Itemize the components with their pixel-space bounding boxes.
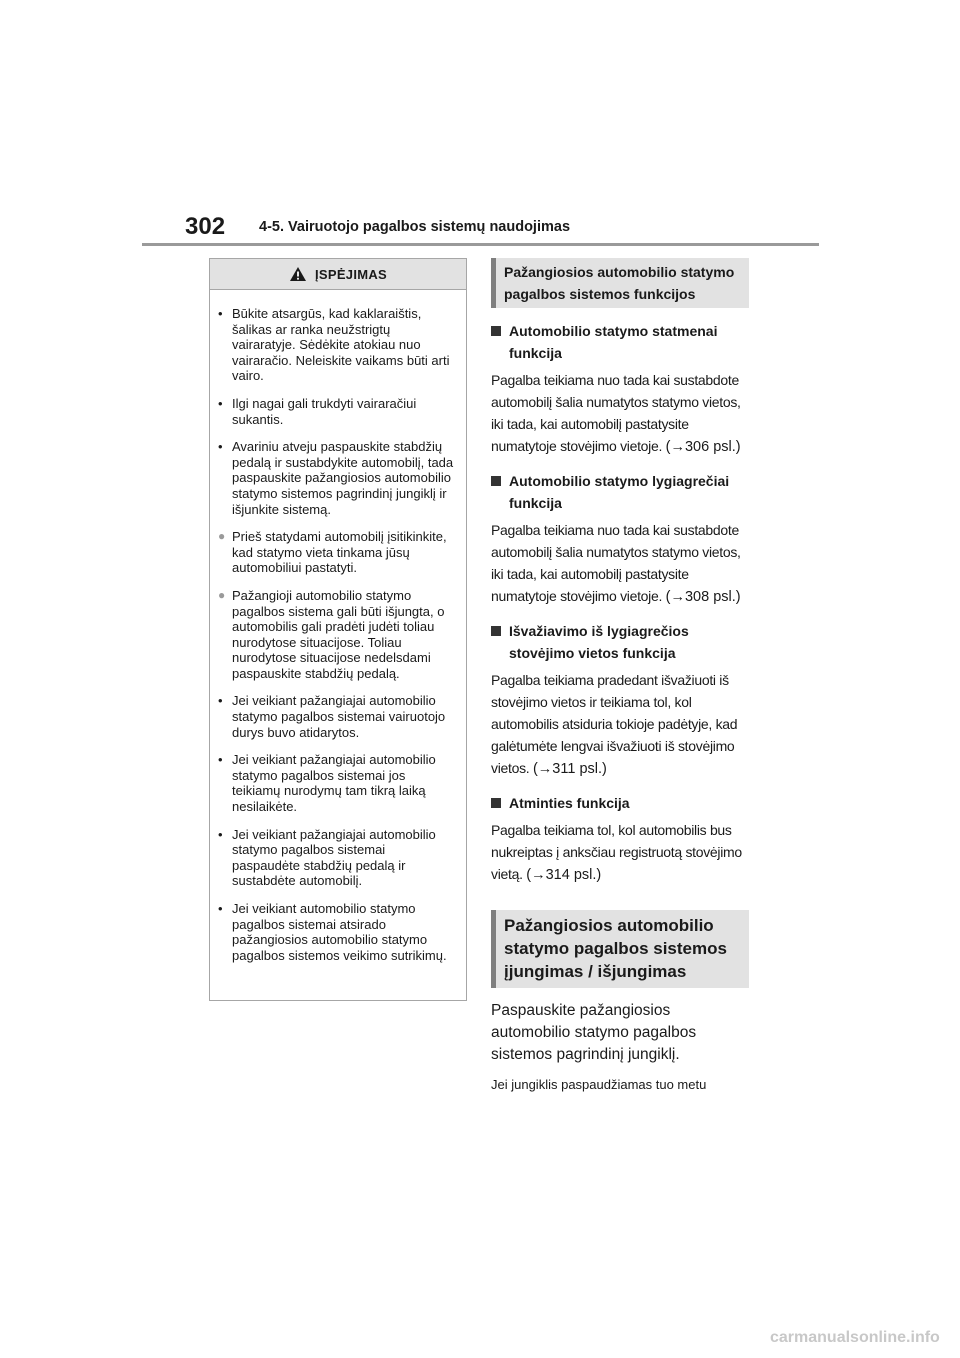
- feature-title-text: Automobilio statymo statmenai funkcija: [509, 323, 718, 361]
- square-bullet-icon: [491, 320, 509, 364]
- feature-title-text: Atminties funkcija: [509, 795, 630, 811]
- warning-list: [210, 290, 466, 963]
- page-reference: (→311 psl.): [532, 761, 607, 777]
- feature-title: [491, 470, 749, 514]
- bullet-marker: •: [218, 752, 223, 768]
- warning-item: [218, 827, 456, 889]
- feature-title: [491, 320, 749, 364]
- feature-title-text: Išvažiavimo iš lygiagrečios stovėjimo vietos funkcija: [509, 623, 689, 661]
- warning-item: [218, 396, 456, 427]
- bullet-marker: •: [218, 693, 223, 709]
- bullet-marker: •: [218, 901, 223, 916]
- feature-body-text: Pagalba teikiama pradedant išvažiuoti iš stovėjimo vietos ir teikiama tol, kol automobilis atsiduria tokioje padėtyje, kad galėtumėte lengvai išvažiuoti iš stovėjimo vietos.: [491, 672, 738, 776]
- square-bullet-icon: [491, 792, 509, 814]
- onoff-main-text: Paspauskite pažangiosios automobilio statymo pagalbos sistemos pagrindinį jungiklį.: [491, 1002, 697, 1063]
- warning-item-text: Jei veikiant automobilio statymo pagalbos sistemai atsirado pažangiosios automobilio statymo pagalbos sistemos veikimo sutrikimų.: [232, 901, 447, 963]
- warning-item-text: Prieš statydami automobilį įsitikinkite, kad statymo vieta tinkama jūsų automobiliui pastatyti.: [232, 529, 447, 576]
- warning-item-text: Jei veikiant pažangiajai automobilio statymo pagalbos sistemai vairuotojo durys buvo atidarytos.: [232, 693, 446, 740]
- page-reference: (→306 psl.): [665, 439, 741, 455]
- feature-memory: [491, 792, 749, 886]
- warning-item-text: Jei veikiant pažangiajai automobilio statymo pagalbos sistemai jos teikiamų nurodymų tam tikrą laiką nesilaikėte.: [232, 752, 436, 815]
- warning-item-text: Jei veikiant pažangiajai automobilio statymo pagalbos sistemai paspaudėte stabdžių pedalą ir sustabdėte automobilį.: [232, 826, 436, 889]
- page-number: 302: [185, 213, 226, 240]
- bullet-marker: •: [218, 826, 223, 842]
- warning-title: ĮSPĖJIMAS: [314, 266, 388, 282]
- feature-body: [491, 669, 749, 780]
- warning-box: [209, 258, 467, 1001]
- watermark: carmanualsonline.info: [770, 1329, 940, 1346]
- circle-bullet-icon: ●: [218, 529, 226, 544]
- right-column: [491, 258, 749, 1094]
- bullet-marker: •: [218, 306, 223, 321]
- functions-header: Pažangiosios automobilio statymo pagalbos sistemos funkcijos: [491, 258, 749, 308]
- onoff-small-text: Jei jungiklis paspaudžiamas tuo metu: [491, 1077, 707, 1092]
- bullet-marker: •: [218, 395, 223, 411]
- bullet-marker: •: [218, 439, 223, 455]
- feature-title-text: Automobilio statymo lygiagrečiai funkcija: [509, 473, 730, 511]
- page-reference: (→308 psl.): [665, 589, 741, 605]
- feature-body-text: Pagalba teikiama nuo tada kai sustabdote automobilį šalia numatytos statymo vietos, iki tada, kai automobilį pastatysite numatytoje stovėjimo vietoje.: [491, 372, 741, 454]
- warning-item-text: Ilgi nagai gali trukdyti vairaračiui sukantis.: [232, 395, 417, 427]
- feature-body-text: Pagalba teikiama nuo tada kai sustabdote automobilį šalia numatytos statymo vietos, iki tada, kai automobilį pastatysite numatytoje stovėjimo vietoje.: [491, 522, 741, 604]
- warning-item: [218, 588, 456, 682]
- feature-parallel: [491, 470, 749, 608]
- page-reference: (→314 psl.): [526, 867, 602, 883]
- warning-item-text: Avariniu atveju paspauskite stabdžių pedalą ir sustabdykite automobilį, tada paspauskite pažangiosios automobilio statymo sistemos pagrindinį jungiklį ir išjunkite sistemą.: [232, 439, 454, 517]
- warning-item: [218, 529, 456, 576]
- feature-exit: [491, 620, 749, 780]
- warning-item-text: Pažangioji automobilio statymo pagalbos sistema gali būti išjungta, o automobilis gali pradėti judėti toliau nurodytose situacijose. Toliau nurodytose situacijose nedelsdami paspauskite stabdžių pedalą.: [232, 587, 445, 681]
- feature-body: [491, 519, 749, 608]
- section-title: 4-5. Vairuotojo pagalbos sistemų naudojimas: [259, 219, 571, 235]
- feature-perpendicular: [491, 320, 749, 458]
- warning-item: [218, 306, 456, 384]
- feature-title: [491, 620, 749, 664]
- warning-item: [218, 693, 456, 740]
- warning-item-text: Būkite atsargūs, kad kaklaraištis, šalikas ar ranka neužstrigtų vairaratyje. Sėdėkite atokiau nuo vairaračio. Neleiskite vaikams būti arti vairo.: [232, 306, 450, 384]
- feature-body: [491, 819, 749, 886]
- warning-header: [210, 259, 466, 290]
- onoff-header: Pažangiosios automobilio statymo pagalbos sistemos įjungimas / išjungimas: [491, 910, 749, 988]
- warning-triangle-icon: [289, 266, 307, 282]
- header-divider: [142, 243, 819, 246]
- warning-item: [218, 752, 456, 814]
- feature-title: [491, 792, 749, 814]
- circle-bullet-icon: ●: [218, 587, 226, 602]
- feature-body-text: Pagalba teikiama tol, kol automobilis bus nukreiptas į anksčiau registruotą stovėjimo vietą.: [491, 822, 742, 882]
- warning-item: [218, 901, 456, 963]
- warning-item: [218, 439, 456, 517]
- square-bullet-icon: [491, 470, 509, 514]
- square-bullet-icon: [491, 620, 509, 664]
- feature-body: [491, 369, 749, 458]
